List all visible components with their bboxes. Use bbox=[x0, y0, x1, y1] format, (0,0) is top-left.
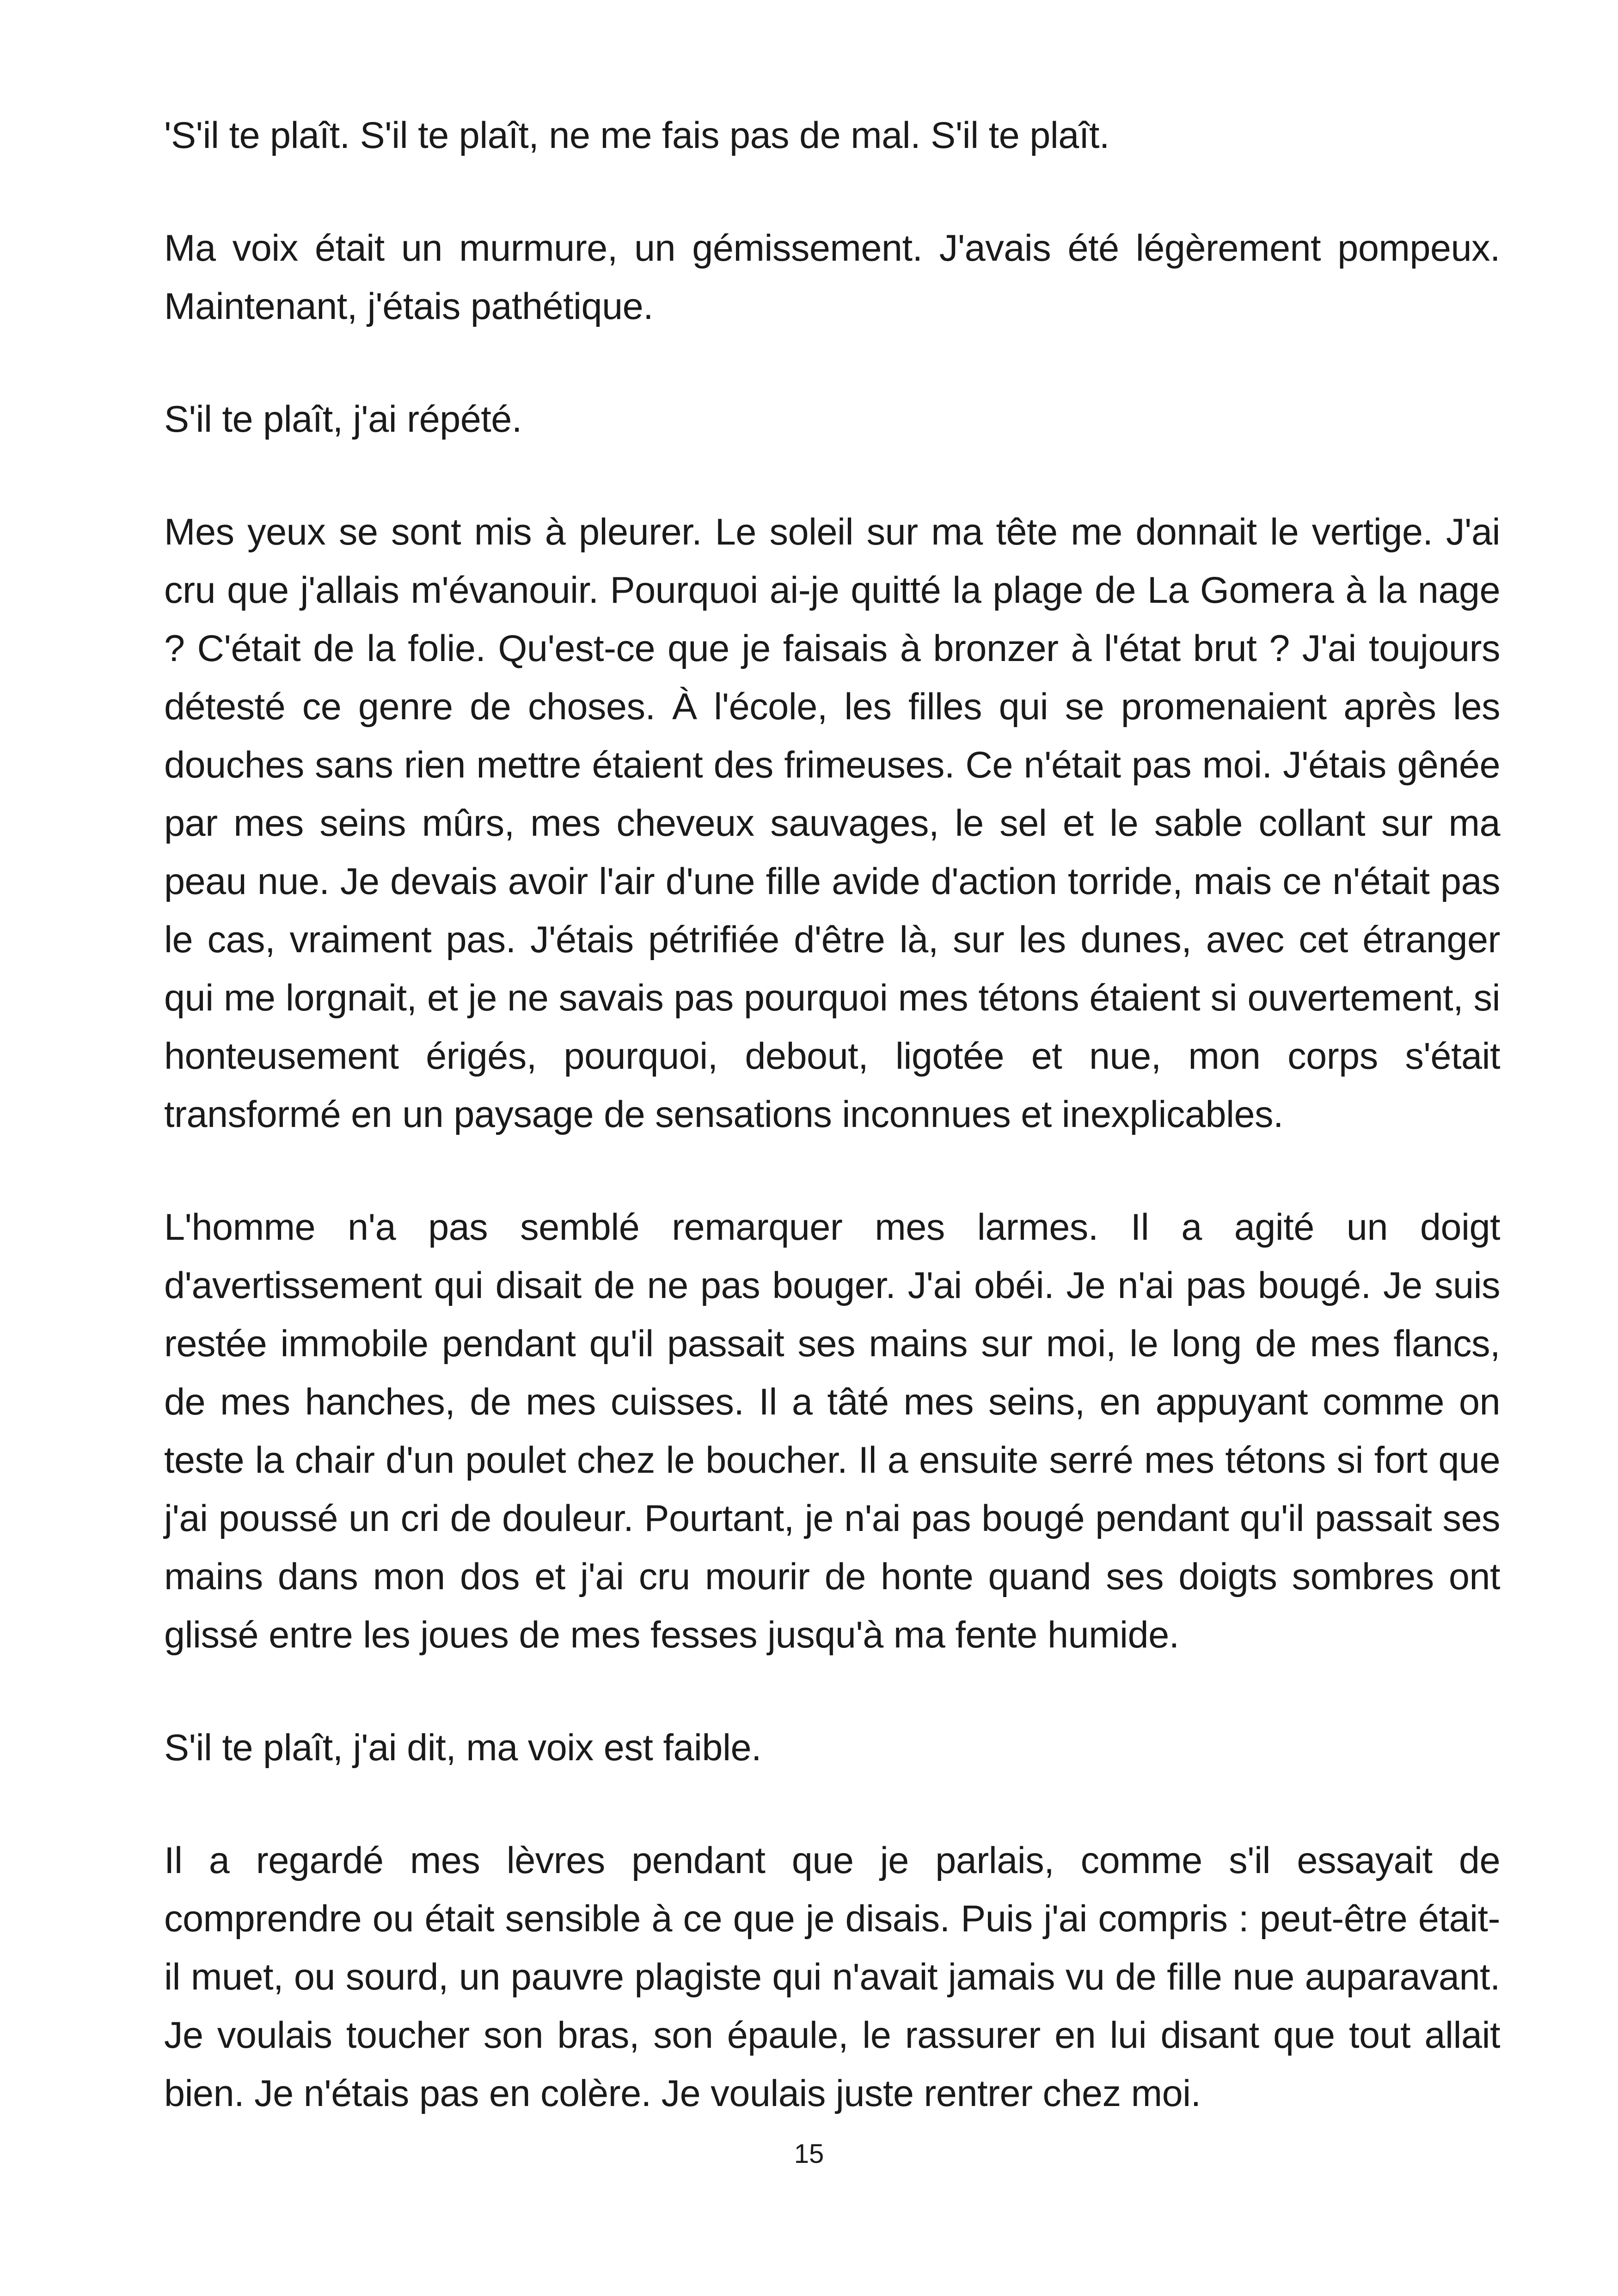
paragraph: L'homme n'a pas semblé remarquer mes larmes. Il a agité un doigt d'avertissement qui disait de ne pas bouger. J'ai obéi. Je n'ai pas bougé. Je suis restée immobile pendant qu'il passait ses mains sur moi, le long de mes flancs, de mes hanches, de mes cuisses. Il a tâté mes seins, en appuyant comme on teste la chair d'un poulet chez le boucher. Il a ensuite serré mes tétons si fort que j'ai poussé un cri de douleur. Pourtant, je n'ai pas bougé pendant qu'il passait ses mains dans mon dos et j'ai cru mourir de honte quand ses doigts sombres ont glissé entre les joues de mes fesses jusqu'à ma fente humide. bbox=[164, 1206, 1500, 1656]
page-number: 15 bbox=[794, 2139, 824, 2169]
paragraph: S'il te plaît, j'ai répété. bbox=[164, 398, 522, 440]
paragraph: Il a regardé mes lèvres pendant que je parlais, comme s'il essayait de comprendre ou était sensible à ce que je disais. Puis j'ai compris : peut-être était-il muet, ou sourd, un pauvre plagiste qui n'avait jamais vu de fille nue auparavant. Je voulais toucher son bras, son épaule, le rassurer en lui disant que tout allait bien. Je n'étais pas en colère. Je voulais juste rentrer chez moi. bbox=[164, 1840, 1500, 2114]
document-body bbox=[164, 106, 1500, 2177]
paragraph: 'S'il te plaît. S'il te plaît, ne me fais pas de mal. S'il te plaît. bbox=[164, 115, 1109, 156]
paragraph: Mes yeux se sont mis à pleurer. Le soleil sur ma tête me donnait le vertige. J'ai cru que j'allais m'évanouir. Pourquoi ai-je quitté la plage de La Gomera à la nage ? C'était de la folie. Qu'est-ce que je faisais à bronzer à l'état brut ? J'ai toujours détesté ce genre de choses. À l'école, les filles qui se promenaient après les douches sans rien mettre étaient des frimeuses. Ce n'était pas moi. J'étais gênée par mes seins mûrs, mes cheveux sauvages, le sel et le sable collant sur ma peau nue. Je devais avoir l'air d'une fille avide d'action torride, mais ce n'était pas le cas, vraiment pas. J'étais pétrifiée d'être là, sur les dunes, avec cet étranger qui me lorgnait, et je ne savais pas pourquoi mes tétons étaient si ouvertement, si honteusement érigés, pourquoi, debout, ligotée et nue, mon corps s'était transformé en un paysage de sensations inconnues et inexplicables. bbox=[164, 511, 1500, 1135]
paragraph: S'il te plaît, j'ai dit, ma voix est faible. bbox=[164, 1727, 761, 1769]
paragraph: Ma voix était un murmure, un gémissement. J'avais été légèrement pompeux. Maintenant, j'étais pathétique. bbox=[164, 227, 1500, 327]
